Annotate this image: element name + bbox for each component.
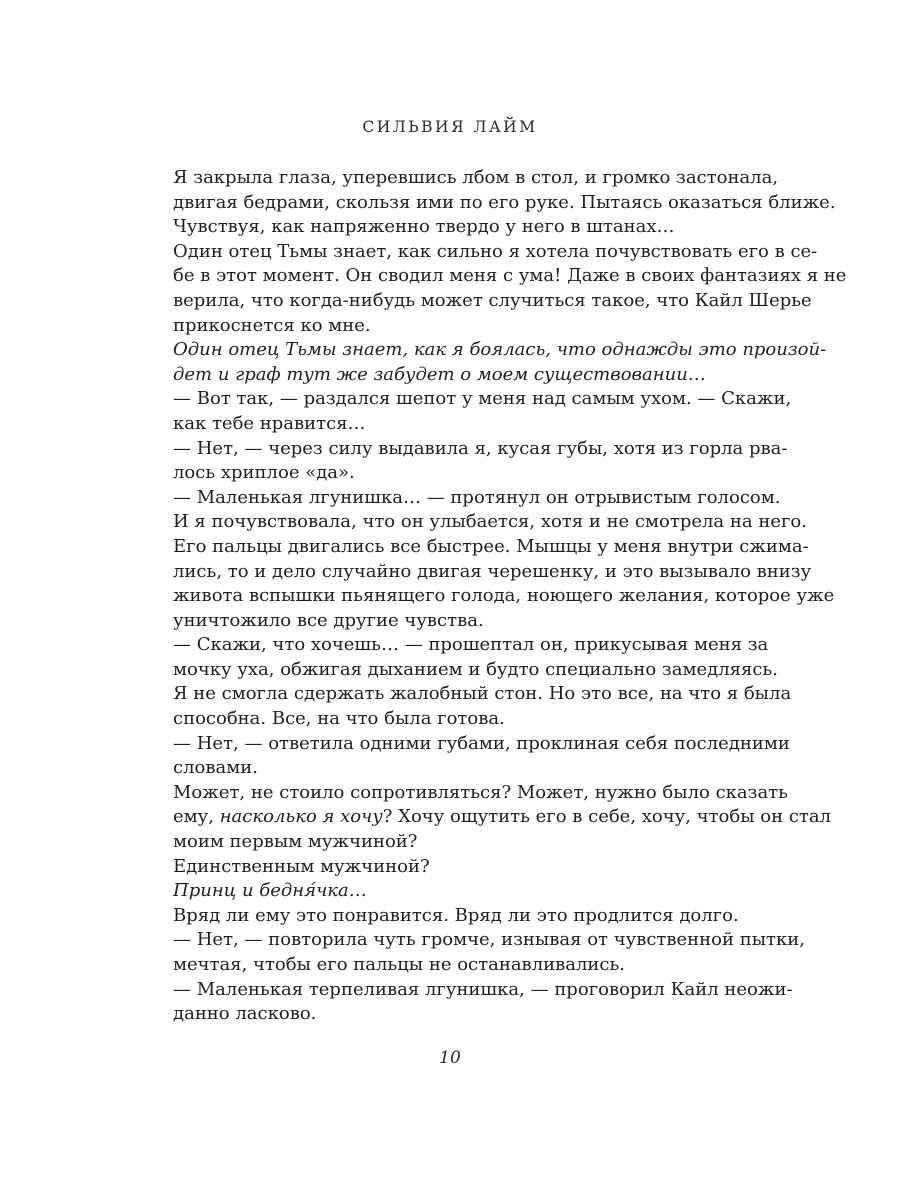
text-line: — Маленькая лгунишка… — протянул он отрывистым голосом. <box>173 486 781 508</box>
text-line: мечтая, чтобы его пальцы не останавливались. <box>173 954 626 975</box>
text-line: Один отец Тьмы знает, как я боялась, что однажды это произой- <box>173 339 827 361</box>
paragraph <box>173 928 805 977</box>
paragraph <box>173 437 788 486</box>
paragraph <box>173 535 835 633</box>
paragraph <box>173 781 832 855</box>
text-line: прикоснется ко мне. <box>173 314 371 336</box>
text-line: — Нет, — повторила чуть громче, изнывая от чувственной пытки, <box>173 929 805 951</box>
text-line: Принц и бедня́чка… <box>173 880 367 902</box>
paragraph <box>173 387 792 436</box>
text-line: Я закрыла глаза, уперевшись лбом в стол, и громко застонала, <box>173 167 779 188</box>
text-line: И я почувствовала, что он улыбается, хотя и не смотрела на него. <box>173 511 807 533</box>
paragraph <box>173 732 790 781</box>
paragraph <box>173 879 734 904</box>
paragraph <box>173 486 807 535</box>
paragraph <box>173 978 793 1027</box>
text-line: живота вспышки пьянящего голода, ноющего желания, которое уже <box>173 585 835 607</box>
emphasis: насколько я хочу <box>219 806 383 828</box>
paragraph <box>173 215 734 240</box>
text-line: способна. Все, на что была готова. <box>173 708 505 730</box>
text-line: — Нет, — через силу выдавила я, кусая губы, хотя из горла рва- <box>173 437 788 459</box>
text-line: данно ласково. <box>173 1003 317 1025</box>
paragraph <box>173 240 847 338</box>
text-line: лись, то и дело случайно двигая черешенку, и это вызывало внизу <box>173 560 812 582</box>
text-line: Его пальцы двигались все быстрее. Мышцы у меня внутри сжима- <box>173 535 809 557</box>
text-line: мочку уха, обжигая дыханием и будто специально замедляясь. <box>173 658 778 680</box>
text-line: — Маленькая терпеливая лгунишка, — проговорил Кайл неожи- <box>173 978 793 1000</box>
paragraph <box>173 855 734 880</box>
text-line: двигая бедрами, скользя ими по его руке. Пытаясь оказаться ближе. <box>173 191 836 213</box>
text-line: моим первым мужчиной? <box>173 831 418 853</box>
text-line: Чувствуя, как напряженно твердо у него в штанах… <box>173 216 675 238</box>
text-line: Один отец Тьмы знает, как сильно я хотела почувствовать его в се- <box>173 240 818 262</box>
text-line: Я не смогла сдержать жалобный стон. Но это все, на что я была <box>173 683 792 705</box>
text-line: словами. <box>173 757 258 779</box>
running-header: СИЛЬВИЯ ЛАЙМ <box>362 118 538 136</box>
text-line: Единственным мужчиной? <box>173 855 430 877</box>
paragraph <box>173 338 827 387</box>
body-text <box>173 166 847 1027</box>
paragraph <box>173 633 778 682</box>
text-line: уничтожило все другие чувства. <box>173 609 484 631</box>
text-line: как тебе нравится… <box>173 412 366 434</box>
text-line: Может, не стоило сопротивляться? Может, нужно было сказать <box>173 781 788 803</box>
text-line: — Скажи, что хочешь… — прошептал он, прикусывая меня за <box>173 634 769 656</box>
text-line: верила, что когда-нибудь может случиться такое, что Кайл Шерье <box>173 289 812 311</box>
text-line: дет и граф тут же забудет о моем существовании… <box>173 363 706 385</box>
text-line: лось хриплое «да». <box>173 462 355 484</box>
paragraph <box>173 166 836 215</box>
text-line: — Нет, — ответила одними губами, проклиная себя последними <box>173 732 790 754</box>
paragraph <box>173 682 792 731</box>
page-number: 10 <box>439 1048 461 1068</box>
text-line: ему, насколько я хочу? Хочу ощутить его в себе, хочу, чтобы он стал <box>173 806 832 828</box>
text-line: Вряд ли ему это понравится. Вряд ли это продлится долго. <box>173 904 739 926</box>
text-line: — Вот так, — раздался шепот у меня над самым ухом. — Скажи, <box>173 388 792 410</box>
text-line: бе в этот момент. Он сводил меня с ума! Даже в своих фантазиях я не <box>173 265 847 287</box>
paragraph <box>173 904 739 929</box>
